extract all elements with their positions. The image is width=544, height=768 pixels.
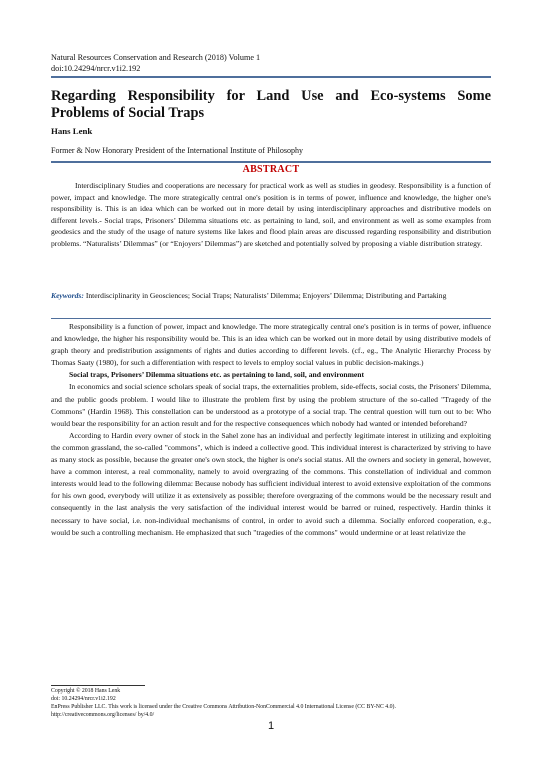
keywords <box>51 290 491 302</box>
page-number: 1 <box>267 720 275 732</box>
footer-license: EnPress Publisher LLC. This work is licensed under the Creative Commons Attribution-NonCommercial 4.0 International License (CC BY-NC 4.0). <box>51 703 396 710</box>
keywords-label: Keywords: <box>51 291 84 300</box>
body-paragraph-1: Responsibility is a function of power, impact and knowledge. The more strategically central one's position is in terms of power, influence and knowledge, the higher his responsibility would be. This is an idea which can be worked out in more detail by using distributive models of graph theory and predistribution assignments of rights and duties according to different levels. (cf., eg., The Analytic Hierarchy Process by Thomas Saaty (1980), for such a differentiation with respect to levels to employ social values in public decision-makings.) <box>51 322 491 368</box>
body-paragraph-2: In economics and social science scholars speak of social traps, the externalities problem, side-effects, social costs, the Prisoners' Dilemma, and the public goods problem. I would like to illustrate the problem first by using the problem structure of the so-called "Tragedy of the Commons" (Hardin 1968). This constellation can be understood as a prototype of a social trap. The central question will turn out to be: Who would bear the responsibility for an action result and for the respective consequences which nobody had wanted or intended beforehand? <box>51 382 491 428</box>
footer <box>51 688 491 720</box>
footnote-rule <box>51 685 145 686</box>
abstract-heading: ABSTRACT <box>242 164 300 175</box>
footer-copyright: Copyright © 2018 Hans Lenk <box>51 688 121 694</box>
author-name: Hans Lenk <box>51 126 93 136</box>
section-heading: Social traps, Prisoners’ Dilemma situations etc. as pertaining to land, soil, and environment <box>69 370 365 380</box>
author-affiliation: Former & Now Honorary President of the International Institute of Philosophy <box>51 146 303 155</box>
header-rule <box>51 76 491 78</box>
body-paragraph-3: According to Hardin every owner of stock in the Sahel zone has an individual and perfectly legitimate interest in utilizing and exploiting the common grassland, the so-called "commons", which is indeed a collective good. This individual interest is characterized by striving to have as many stock as possible, because the greater one's own stock, the higher is one's social status. All the owners and society in general, however, have a common interest, a real commonality, namely to avoid overgrazing of the commons. This constellation of individual and common interests would lead to the following dilemma: Because nobody has sufficient individual interest to avoid extensive exploitation of the commons for his own good, everybody will utilize it as extensively as possible; therefore overgrazing of the commons would be the necessary result and consequently in the last analysis the very satisfaction of the individual interest would be barred or ruined, respectively. Hardin thinks it necessary to have social, i.e. non-individual mechanisms of control, in order to avoid such a dilemma. Socially enforced cooperation, e.g., would be such a controlling mechanism. He emphasized that such "tragedies of the commons" would undermine or at least relativize the <box>51 430 491 537</box>
article-title: Regarding Responsibility for Land Use and Eco-systems Some Problems of Social Traps <box>51 88 491 121</box>
journal-title: Natural Resources Conservation and Research (2018) Volume 1 <box>51 53 261 62</box>
footer-license-url[interactable]: http://creativecommons.org/licenses/ by/4.0/ <box>51 711 155 718</box>
journal-header <box>51 53 260 74</box>
footer-doi: doi: 10.24294/nrcr.v1i2.192 <box>51 695 116 702</box>
keywords-list: Interdisciplinarity in Geosciences; Social Traps; Naturalists’ Dilemma; Enjoyers’ Dilemma; Distributing and Partaking <box>85 291 447 300</box>
keywords-rule <box>51 318 491 319</box>
abstract-rule <box>51 161 491 163</box>
article-body <box>51 321 491 539</box>
journal-doi: doi:10.24294/nrcr.v1i2.192 <box>51 63 141 73</box>
abstract-text: Interdisciplinary Studies and cooperations are necessary for practical work as well as studies in geodesy. Responsibility is a function of power, impact and knowledge. The more strategically central one's position is in terms of power, influence and knowledge, the higher one's responsibility is. This is an idea which can be worked out in more detail by using interdisciplinary approaches and distributive models on different levels.- Social traps, Prisoners’ Dilemma situations etc. as pertaining to land, soil, and environment as well as some examples from geodesics and the study of the usage of nature systems like lakes and flood plain areas are discussed regarding responsibility and distribution problems. “Naturalists’ Dilemmas” (or “Enjoyers’ Dilemmas”) are sketched and potentially solved by proposing a viable distribution strategy. <box>51 181 491 248</box>
